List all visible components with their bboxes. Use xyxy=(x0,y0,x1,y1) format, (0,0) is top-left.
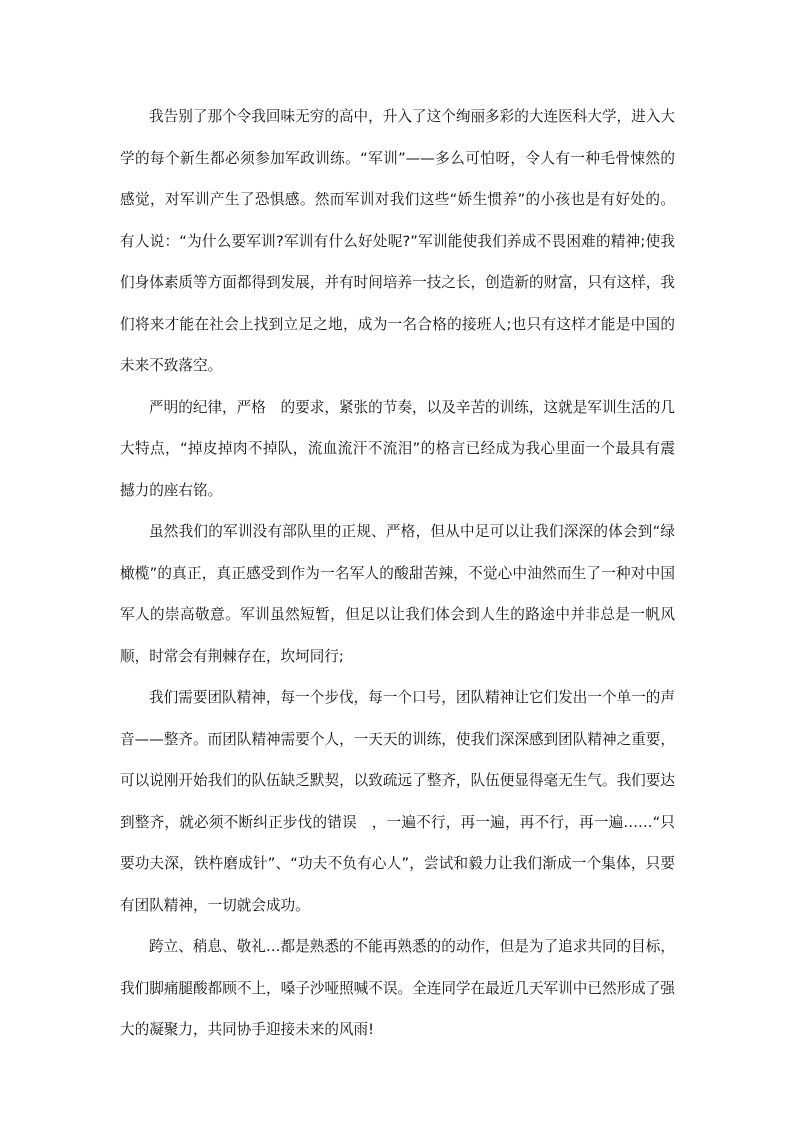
paragraph-2: 严明的纪律，严格 的要求，紧张的节奏，以及辛苦的训练，这就是军训生活的几大特点，“掉皮掉肉不掉队，流血流汗不流泪”的格言已经成为我心里面一个最具有震撼力的座右铭。 xyxy=(120,398,675,499)
paragraph-1: 我告别了那个令我回味无穷的高中，升入了这个绚丽多彩的大连医科大学，进入大学的每个新生都必须参加军政训练。“军训”——多么可怕呀，令人有一种毛骨悚然的感觉，对军训产生了恐惧感。然而军训对我们这些“娇生惯养”的小孩也是有好处的。有人说：“为什么要军训?军训有什么好处呢?”军训能使我们养成不畏困难的精神;使我们身体素质等方面都得到发展，并有时间培养一技之长，创造新的财富，只有这样，我们将来才能在社会上找到立足之地，成为一名合格的接班人;也只有这样才能是中国的未来不致落空。 xyxy=(120,108,675,374)
document-body xyxy=(120,96,675,1051)
paragraph-3: 虽然我们的军训没有部队里的正规、严格，但从中足可以让我们深深的体会到“绿橄榄”的真正，真正感受到作为一名军人的酸甜苦辣，不觉心中油然而生了一种对中国军人的崇高敬意。军训虽然短暂，但足以让我们体会到人生的路途中并非总是一帆风顺，时常会有荆棘存在，坎坷同行; xyxy=(120,523,675,665)
paragraph-5: 跨立、稍息、敬礼…都是熟悉的不能再熟悉的的动作，但是为了追求共同的目标，我们脚痛腿酸都顾不上，嗓子沙哑照喊不误。全连同学在最近几天军训中已然形成了强大的凝聚力，共同协手迎接未来的风雨! xyxy=(120,938,675,1038)
paragraph-4: 我们需要团队精神，每一个步伐，每一个口号，团队精神让它们发出一个单一的声音——整齐。而团队精神需要个人，一天天的训练，使我们深深感到团队精神之重要，可以说刚开始我们的队伍缺乏默契，以致疏远了整齐，队伍便显得毫无生气。我们要达到整齐，就必须不断纠正步伐的错误 ，一遍不行，再一遍，再不行，再一遍……“只要功夫深，铁杵磨成针”、“功夫不负有心人”，尝试和毅力让我们渐成一个集体，只要有团队精神，一切就会成功。 xyxy=(120,689,675,914)
